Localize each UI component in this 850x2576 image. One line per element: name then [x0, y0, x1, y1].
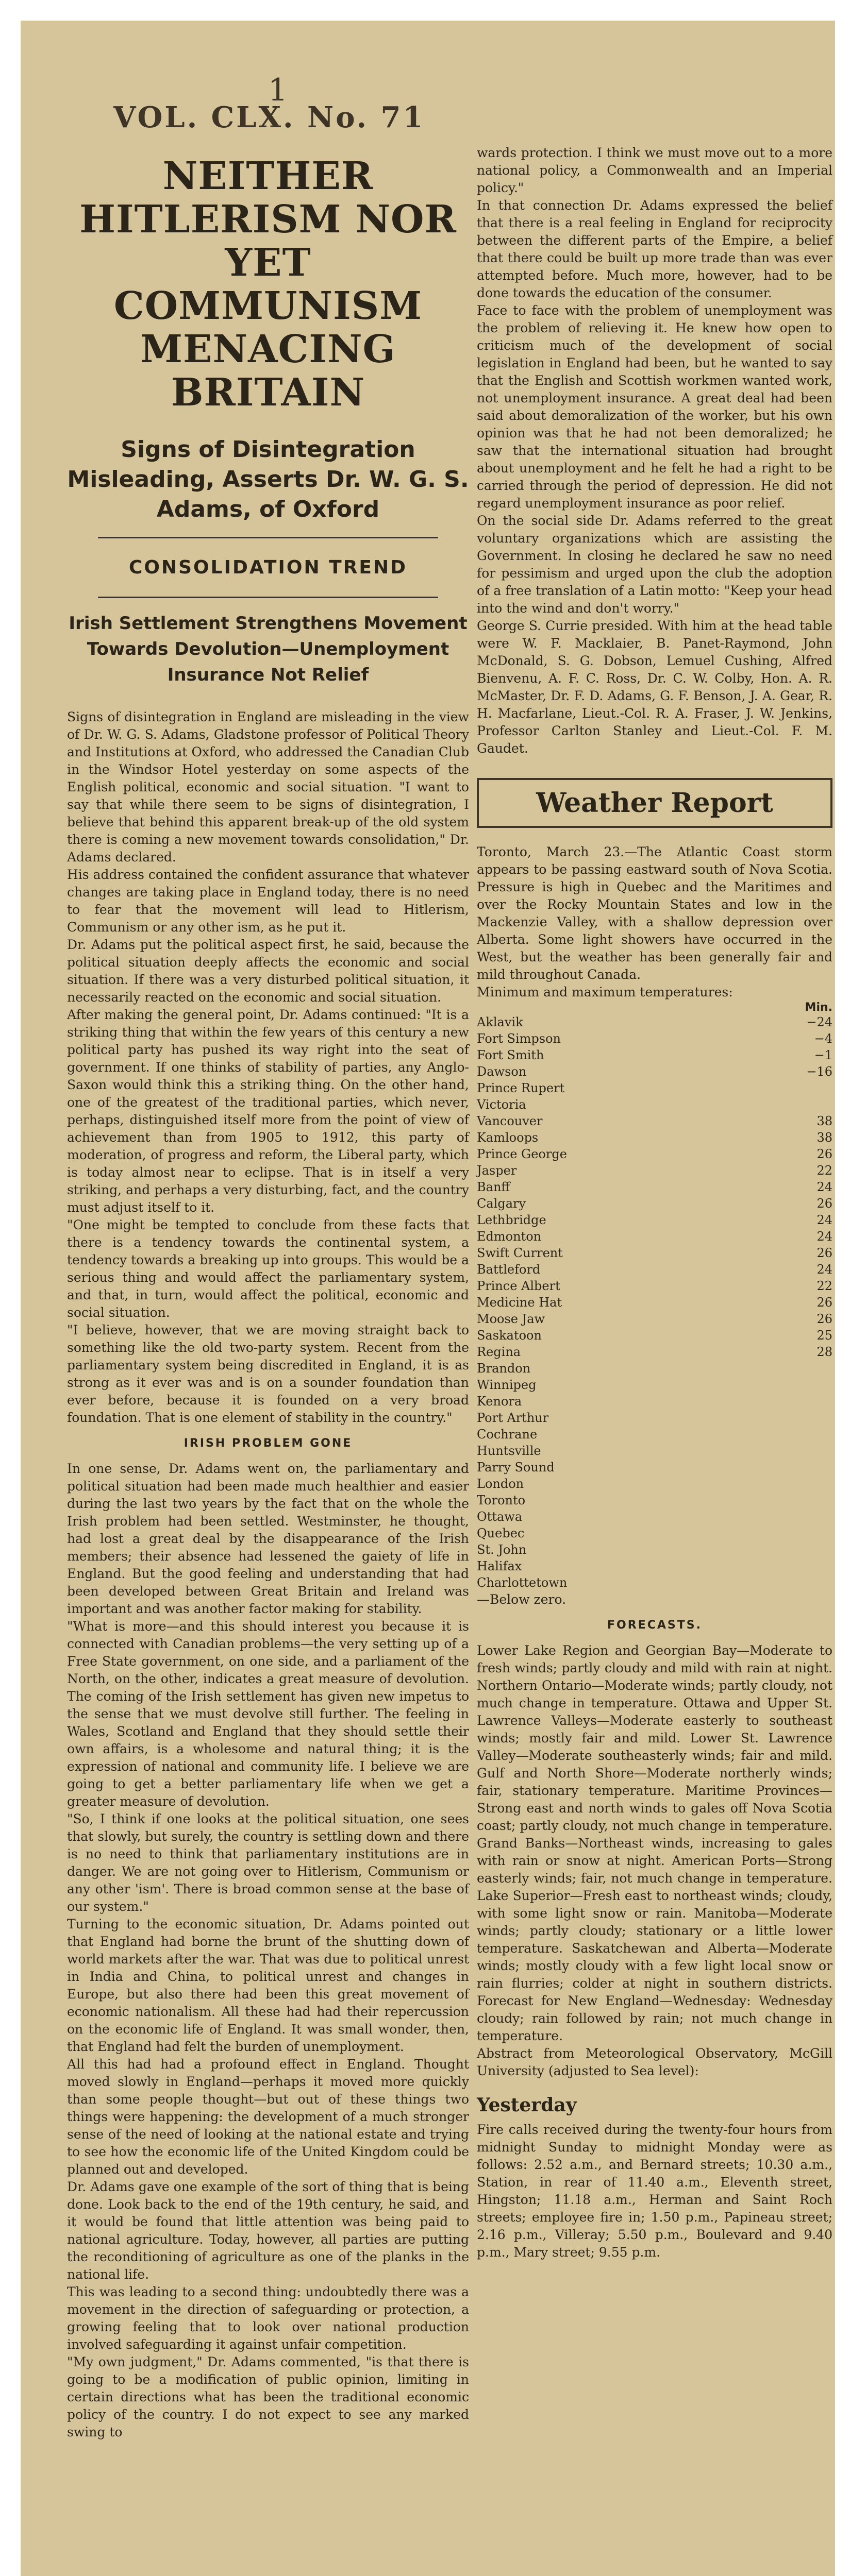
article-column	[67, 155, 469, 2441]
page-numeral: 1	[268, 72, 288, 108]
station-name: Dawson	[477, 1064, 527, 1079]
article-deck: Signs of Disintegration Misleading, Asserts Dr. W. G. S. Adams, of Oxford	[67, 436, 469, 522]
station-name: Fort Simpson	[477, 1031, 561, 1046]
temperature-row	[477, 1443, 832, 1459]
temperature-row	[477, 1014, 832, 1030]
station-name: Ottawa	[477, 1510, 523, 1524]
article-paragraph: His address contained the confident assurance that whatever changes are taking place in England today, there is no need to fear that the movement will lead to Hitlerism, Communism or any other ism, as he put it.	[67, 867, 469, 935]
divider	[98, 597, 438, 598]
station-name: Regina	[477, 1345, 521, 1359]
temperature-row	[477, 1195, 832, 1212]
section-head-irish: IRISH PROBLEM GONE	[184, 1437, 353, 1450]
station-min-temp: 38	[816, 1114, 832, 1128]
temperature-row	[477, 1525, 832, 1541]
article-paragraph: In one sense, Dr. Adams went on, the parliamentary and political situation had been made much healthier and easier during the last two years by the fact that on the whole the Irish problem had been settled. Westminster, he thought, had lost a great deal by the disappearance of the Irish members; their absence had lessened the gaiety of life in England. But the good feeling and understanding that had been developed between Great Britain and Ireland was important and was another factor making for stability.	[67, 1461, 469, 1616]
temperature-row	[477, 1410, 832, 1426]
temperature-row	[477, 1047, 832, 1063]
station-name: Aklavik	[477, 1015, 523, 1029]
temperature-row	[477, 1344, 832, 1360]
station-min-temp: −16	[806, 1064, 832, 1079]
station-name: Parry Sound	[477, 1460, 555, 1475]
temperature-row	[477, 1294, 832, 1311]
station-min-temp: 26	[816, 1196, 832, 1211]
station-min-temp: 22	[816, 1279, 832, 1293]
temperature-table	[477, 1014, 832, 1591]
station-name: Huntsville	[477, 1444, 541, 1458]
station-min-temp: 25	[816, 1328, 832, 1343]
station-min-temp: 24	[816, 1213, 832, 1227]
temperature-row	[477, 1476, 832, 1492]
observatory-abstract: Abstract from Meteorological Observatory, McGill University (adjusted to Sea level):	[477, 2046, 832, 2078]
article-paragraph: Dr. Adams gave one example of the sort of thing that is being done. Look back to the end of the 19th century, he said, and it would be found that little attention was being paid to national agriculture. Today, however, all parties are putting the reconditioning of agriculture as one of the planks in the national life.	[67, 2179, 469, 2282]
temperature-row	[477, 1459, 832, 1476]
station-min-temp: 26	[816, 1312, 832, 1326]
station-name: Cochrane	[477, 1427, 538, 1442]
station-min-temp: 38	[816, 1130, 832, 1145]
station-name: Edmonton	[477, 1229, 542, 1244]
temperature-row	[477, 1162, 832, 1179]
station-name: Saskatoon	[477, 1328, 542, 1343]
temperature-row	[477, 1129, 832, 1146]
article-paragraph: "One might be tempted to conclude from these facts that there is a tendency towards the continental system, a tendency towards a breaking up into groups. This would be a serious thing and would affect the parliamentary system, and that, in turn, would affect the political, economic and social situation.	[67, 1217, 469, 1320]
article-paragraph: This was leading to a second thing: undoubtedly there was a movement in the direction of safeguarding or protection, a growing feeling that to look over national production involved safeguarding it against unfair competition.	[67, 2284, 469, 2352]
temperature-row	[477, 1113, 832, 1129]
station-name: Battleford	[477, 1262, 541, 1277]
weather-report-title: Weather Report	[477, 778, 832, 828]
temperature-row	[477, 1080, 832, 1096]
yesterday-text: Fire calls received during the twenty-four hours from midnight Sunday to midnight Monday were as follows: 2.52 a.m., and Bernard streets; 10.30 a.m., Station, in rear of 11.40 a.m., Eleventh street, Hingston; 11.18 a.m., Herman and Saint Roch streets; employee fire in; 1.50 p.m., Papineau street; 2.16 p.m., Villeray; 5.50 p.m., Boulevard and 9.40 p.m., Mary street; 9.55 p.m.	[477, 2122, 832, 2260]
station-min-temp: 24	[816, 1262, 832, 1277]
temperature-row	[477, 1261, 832, 1278]
temperature-row	[477, 1146, 832, 1162]
article-paragraph: Signs of disintegration in England are misleading in the view of Dr. W. G. S. Adams, Gladstone professor of Political Theory and Institutions at Oxford, who addressed the Canadian Club in the Windsor Hotel yesterday on some aspects of the English political, economic and social situation. "I want to say that while there seem to be signs of disintegration, I believe that behind this apparent break-up of the old system there is coming a new movement towards consolidation," Dr. Adams declared.	[67, 709, 469, 865]
station-min-temp: 24	[816, 1229, 832, 1244]
station-min-temp: −4	[814, 1031, 832, 1046]
station-name: Moose Jaw	[477, 1312, 545, 1326]
station-name: Port Arthur	[477, 1411, 549, 1425]
below-zero-note: —Below zero.	[477, 1592, 566, 1607]
temperature-min-header: Min.	[805, 1001, 832, 1014]
temperature-row	[477, 1509, 832, 1525]
temperature-row	[477, 1278, 832, 1294]
station-name: Toronto	[477, 1493, 526, 1507]
forecasts-head: FORECASTS.	[607, 1619, 702, 1632]
article-deck-secondary: Irish Settlement Strengthens Movement Towards Devolution—Unemployment Insurance Not Relief	[69, 613, 468, 685]
temperature-row	[477, 1179, 832, 1195]
station-name: Swift Current	[477, 1246, 563, 1260]
temperature-row	[477, 1426, 832, 1443]
article-continuation: George S. Currie presided. With him at the head table were W. F. Macklaier, B. Panet-Raymond, John McDonald, S. G. Dobson, Lemuel Cushing, Alfred Bienvenu, A. F. C. Ross, Dr. C. W. Colby, Hon. A. R. McMaster, Dr. F. D. Adams, G. F. Benson, J. A. Gear, R. H. Macfarlane, Lieut.-Col. R. A. Fraser, J. W. Jenkins, Professor Carlton Stanley and Lieut.-Col. F. M. Gaudet.	[477, 618, 832, 756]
station-name: Halifax	[477, 1559, 522, 1573]
station-min-temp: 26	[816, 1295, 832, 1310]
article-paragraph: "So, I think if one looks at the political situation, one sees that slowly, but surely, the country is settling down and there is no need to think that parliamentary institutions are in danger. We are not going over to Hitlerism, Communism or any other 'ism'. There is broad common sense at the base of our system."	[67, 1811, 469, 1914]
temperature-row	[477, 1245, 832, 1261]
station-min-temp: 26	[816, 1147, 832, 1161]
temperature-row	[477, 1030, 832, 1047]
station-name: Winnipeg	[477, 1378, 537, 1392]
temperature-row	[477, 1574, 832, 1591]
station-name: London	[477, 1477, 524, 1491]
station-name: Kenora	[477, 1394, 522, 1409]
article-continuation: On the social side Dr. Adams referred to the great voluntary organizations which are assisting the Government. In closing he declared he saw no need for pessimism and urged upon the club the adoption of a free translation of a Latin motto: "Keep your head into the wind and don't worry."	[477, 513, 832, 616]
station-name: Medicine Hat	[477, 1295, 562, 1310]
temperature-row	[477, 1327, 832, 1344]
station-name: Victoria	[477, 1097, 526, 1112]
station-name: Prince Albert	[477, 1279, 560, 1293]
station-name: Lethbridge	[477, 1213, 546, 1227]
issue-line: VOL. CLX. No. 71	[113, 100, 425, 134]
yesterday-head: Yesterday	[477, 2094, 577, 2116]
article-paragraph: Turning to the economic situation, Dr. Adams pointed out that England had borne the brunt of the shutting down of world markets after the war. That was due to political unrest in India and China, to political unrest and changes in Europe, but also there had been this great movement of economic nationalism. All these had had their repercussion on the economic life of England. It was small wonder, then, that England had felt the burden of unemployment.	[67, 1917, 469, 2054]
station-min-temp: −1	[814, 1048, 832, 1062]
article-paragraph: "What is more—and this should interest you because it is connected with Canadian problems—the very setting up of a Free State government, on one side, and a parliament of the North, on the other, indicates a great measure of devolution. The coming of the Irish settlement has given new impetus to the sense that we must devolve still further. The feeling in Wales, Scotland and England that they should settle their own affairs, is a wholesome and natural thing; it is the expression of national and community life. I believe we are going to get a better parliamentary life when we get a greater measure of devolution.	[67, 1619, 469, 1809]
station-name: Fort Smith	[477, 1048, 544, 1062]
station-min-temp: 24	[816, 1180, 832, 1194]
station-name: Quebec	[477, 1526, 525, 1540]
station-name: Banff	[477, 1180, 510, 1194]
article-paragraph: After making the general point, Dr. Adams continued: "It is a striking thing that within the few years of this century a new political party has pushed its way right into the seat of government. If one thinks of stability of parties, any Anglo-Saxon would think this a striking thing. On the other hand, one of the greatest of the traditional parties, which never, perhaps, distinguished itself more from the point of view of achievement than from 1905 to 1912, this party of moderation, of progress and reform, the Liberal party, which is today almost near to eclipse. That is in itself a very striking, and perhaps a very disturbing, fact, and the country must adjust itself to it.	[67, 1007, 469, 1215]
article-paragraph: All this had had a profound effect in England. Thought moved slowly in England—perhaps it moved more quickly than some people thought—but out of these things two things were happening: the development of a much stronger sense of the need of looking at the national estate and trying to see how the economic life of the United Kingdom could be planned out and developed.	[67, 2057, 469, 2177]
station-name: Brandon	[477, 1361, 531, 1376]
temperature-row	[477, 1311, 832, 1327]
forecasts-text: Lower Lake Region and Georgian Bay—Moderate to fresh winds; partly cloudy and mild with rain at night. Northern Ontario—Moderate winds; partly cloudy, not much change in temperature. Ottawa and Upper St. Lawrence Valleys—Moderate easterly to southeast winds; mostly fair and mild. Lower St. Lawrence Valley—Moderate southeasterly winds; fair and mild. Gulf and North Shore—Moderate northerly winds; fair, stationary temperature. Maritime Provinces—Strong east and north winds to gales off Nova Scotia coast; partly cloudy, not much change in temperature. Grand Banks—Northeast winds, increasing to gales with rain or snow at night. American Ports—Strong easterly winds; fair, not much change in temperature. Lake Superior—Fresh east to northeast winds; cloudy, with some light snow or rain. Manitoba—Moderate winds; partly cloudy; stationary or a little lower temperature. Saskatchewan and Alberta—Moderate winds; mostly cloudy with a few light local snow or rain flurries; colder at night in southern districts. Forecast for New England—Wednesday: Wednesday cloudy; rain followed by rain; not much change in temperature.	[477, 1643, 832, 2043]
article-paragraph: "My own judgment," Dr. Adams commented, "is that there is going to be a modification of public opinion, limiting in certain directions what has been the traditional economic policy of the country. I do not expect to see any marked swing to	[67, 2354, 469, 2439]
temperature-row	[477, 1558, 832, 1574]
temperature-row	[477, 1492, 832, 1509]
weather-table-caption: Minimum and maximum temperatures:	[477, 985, 733, 999]
station-name: Prince Rupert	[477, 1081, 565, 1095]
temperature-row	[477, 1096, 832, 1113]
temperature-row	[477, 1393, 832, 1410]
station-min-temp: 22	[816, 1163, 832, 1178]
temperature-row	[477, 1228, 832, 1245]
station-name: Jasper	[477, 1163, 517, 1178]
station-name: Kamloops	[477, 1130, 539, 1145]
divider	[98, 537, 438, 538]
station-min-temp: 28	[816, 1345, 832, 1359]
station-min-temp: −24	[806, 1015, 832, 1029]
station-min-temp: 26	[816, 1246, 832, 1260]
temperature-row	[477, 1063, 832, 1080]
temperature-row	[477, 1541, 832, 1558]
article-paragraph: Dr. Adams put the political aspect first, he said, because the political situation deeply affects the economic and social situation. If there was a very disturbed political situation, it necessarily reacted on the economic and social situation.	[67, 937, 469, 1005]
temperature-row	[477, 1377, 832, 1393]
temperature-row	[477, 1360, 832, 1377]
article-paragraph: "I believe, however, that we are moving straight back to something like the old two-party system. Recent from the parliamentary system being discredited in England, it is as strong as it ever was and is on a sounder foundation than ever before, because it is founded on a very broad foundation. That is one element of stability in the country."	[67, 1323, 469, 1425]
article-continuation: Face to face with the problem of unemployment was the problem of relieving it. He knew how open to criticism much of the development of social legislation in England had been, but he wanted to say that the English and Scottish workmen wanted work, not unemployment insurance. A great deal had been said about demoralization of the worker, but his own opinion was that he had not been demoralized; he saw that the international situation had brought about unemployment and he felt he had a right to be carried through the period of depression. He did not regard unemployment insurance as poor relief.	[477, 303, 832, 511]
station-name: Vancouver	[477, 1114, 543, 1128]
article-headline: NEITHER HITLERISM NOR YET COMMUNISM MENACING BRITAIN	[79, 154, 457, 415]
station-name: Calgary	[477, 1196, 526, 1211]
article-continuation: In that connection Dr. Adams expressed the belief that there is a real feeling in England for reciprocity between the different parts of the Empire, a belief that there could be built up more trade than was ever attempted before. Much more, however, had to be done towards the education of the consumer.	[477, 198, 832, 300]
station-name: Charlottetown	[477, 1575, 568, 1590]
article-continuation: wards protection. I think we must move out to a more national policy, a Commonwealth and an Imperial policy."	[477, 145, 832, 195]
right-column	[477, 144, 832, 2261]
station-name: Prince George	[477, 1147, 567, 1161]
article-subhead: CONSOLIDATION TREND	[128, 557, 408, 578]
weather-intro: Toronto, March 23.—The Atlantic Coast storm appears to be passing eastward south of Nova Scotia. Pressure is high in Quebec and the Maritimes and over the Rocky Mountain States and low in the Mackenzie Valley, with a shallow depression over Alberta. Some light showers have occurred in the West, but the weather has been generally fair and mild throughout Canada.	[477, 844, 832, 982]
station-name: St. John	[477, 1543, 527, 1557]
temperature-row	[477, 1212, 832, 1228]
